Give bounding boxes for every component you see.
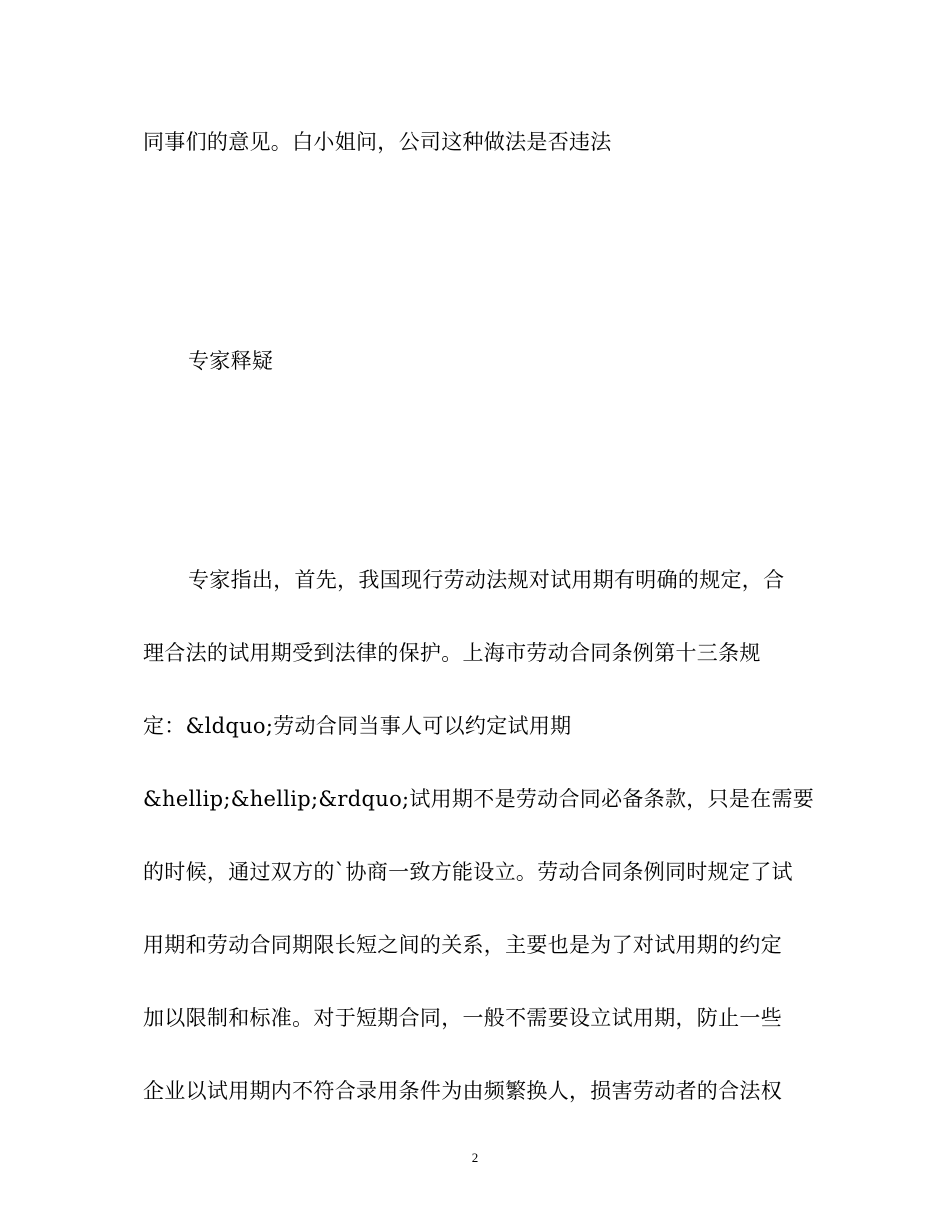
- paragraph-line: 企业以试用期内不符合录用条件为由频繁换人，损害劳动者的合法权: [143, 1079, 782, 1103]
- paragraph-line: &hellip;&hellip;&rdquo;试用期不是劳动合同必备条款，只是在需要: [143, 787, 815, 811]
- paragraph-line: 同事们的意见。白小姐问，公司这种做法是否违法: [143, 130, 612, 154]
- paragraph-line: 用期和劳动合同期限长短之间的关系，主要也是为了对试用期的约定: [143, 933, 782, 957]
- paragraph-line: 加以限制和标准。对于短期合同，一般不需要设立试用期，防止一些: [143, 1006, 782, 1030]
- section-heading: 专家释疑: [188, 349, 274, 373]
- paragraph-line: 定：&ldquo;劳动合同当事人可以约定试用期: [143, 714, 572, 738]
- paragraph-line: 理合法的试用期受到法律的保护。上海市劳动合同条例第十三条规: [143, 641, 761, 665]
- page-number: 2: [471, 1150, 479, 1165]
- paragraph-line: 专家指出，首先，我国现行劳动法规对试用期有明确的规定，合: [188, 568, 785, 592]
- paragraph-line: 的时候，通过双方的`协商一致方能设立。劳动合同条例同时规定了试: [143, 860, 793, 884]
